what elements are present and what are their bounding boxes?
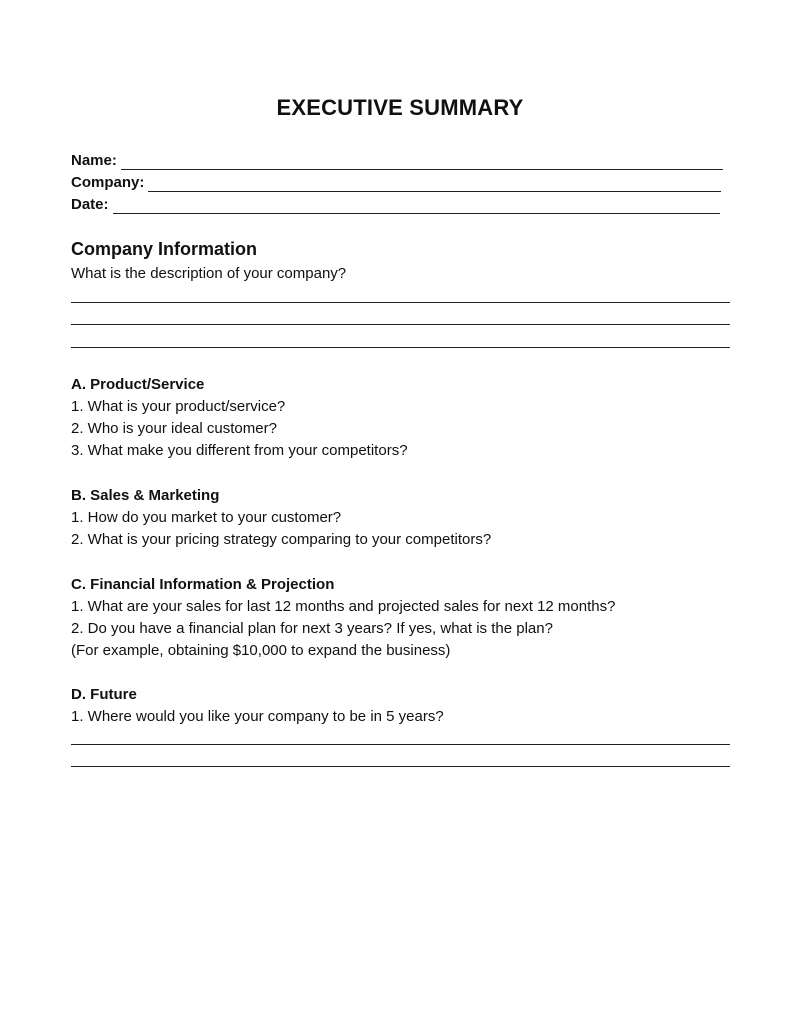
section-a-question: 1. What is your product/service?	[71, 398, 286, 415]
answer-line[interactable]	[71, 766, 730, 767]
section-c-example-note: (For example, obtaining $10,000 to expand the business)	[71, 642, 451, 659]
section-c-heading: C. Financial Information & Projection	[71, 576, 335, 593]
company-field[interactable]	[71, 172, 721, 192]
answer-line[interactable]	[71, 324, 730, 325]
section-a-question: 2. Who is your ideal customer?	[71, 420, 277, 437]
section-a-heading: A. Product/Service	[71, 376, 205, 393]
name-field[interactable]	[71, 150, 723, 170]
section-b-question: 2. What is your pricing strategy comparing to your competitors?	[71, 531, 492, 548]
name-label: Name:	[71, 152, 117, 169]
section-d-question: 1. Where would you like your company to be in 5 years?	[71, 708, 444, 725]
answer-line[interactable]	[71, 744, 730, 745]
name-blank-line[interactable]	[121, 153, 723, 170]
section-c-question: 1. What are your sales for last 12 months and projected sales for next 12 months?	[71, 598, 616, 615]
answer-line[interactable]	[71, 347, 730, 348]
company-blank-line[interactable]	[148, 175, 721, 192]
company-label: Company:	[71, 174, 145, 191]
company-description-question: What is the description of your company?	[71, 265, 347, 282]
company-info-heading: Company Information	[71, 239, 258, 259]
answer-line[interactable]	[71, 302, 730, 303]
section-a-question: 3. What make you different from your competitors?	[71, 442, 408, 459]
section-c-question: 2. Do you have a financial plan for next 3 years? If yes, what is the plan?	[71, 620, 553, 637]
section-b-heading: B. Sales & Marketing	[71, 487, 220, 504]
section-d-heading: D. Future	[71, 686, 137, 703]
date-blank-line[interactable]	[113, 197, 720, 214]
document-title: EXECUTIVE SUMMARY	[276, 95, 524, 120]
section-b-question: 1. How do you market to your customer?	[71, 509, 342, 526]
date-label: Date:	[71, 196, 109, 213]
date-field[interactable]	[71, 194, 720, 214]
